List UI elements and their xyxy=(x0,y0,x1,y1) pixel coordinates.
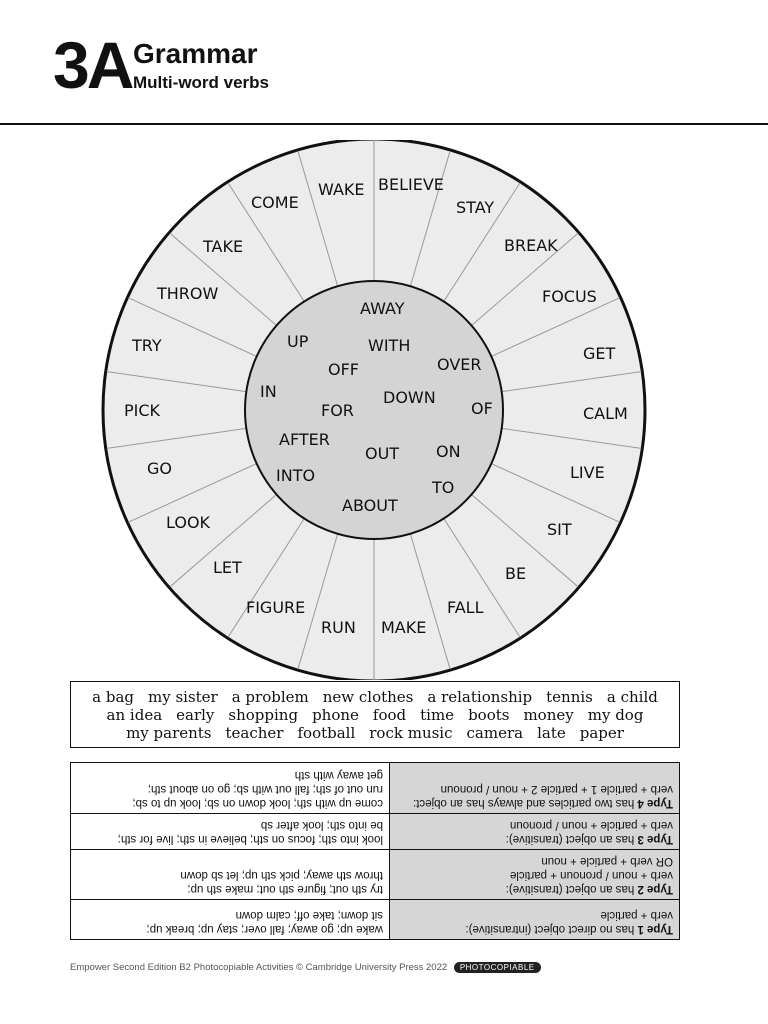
example-line: be into sth; look after sb xyxy=(260,819,383,831)
header-rule xyxy=(0,123,768,125)
word-line xyxy=(71,706,679,724)
outer-word: TRY xyxy=(132,336,162,355)
inner-word: DOWN xyxy=(383,388,436,407)
type-pattern: OR verb + particle + noun xyxy=(541,855,673,867)
inner-word: ON xyxy=(436,442,461,461)
type-label: Type 3 xyxy=(637,833,673,845)
inner-word: AFTER xyxy=(279,430,330,449)
outer-word: WAKE xyxy=(318,180,365,199)
example-line: get away with sth xyxy=(294,769,383,781)
outer-word: LET xyxy=(213,558,242,577)
word-item: a child xyxy=(606,688,658,706)
type-row xyxy=(71,849,679,899)
type-label: Type 2 xyxy=(637,883,673,895)
outer-word: RUN xyxy=(321,618,356,637)
footer xyxy=(70,962,541,973)
inner-word: AWAY xyxy=(360,299,405,318)
type-pattern: verb + noun / pronoun + particle xyxy=(509,869,673,881)
inner-word: OVER xyxy=(437,355,482,374)
word-item: money xyxy=(523,706,574,724)
word-item: football xyxy=(297,724,356,742)
outer-word: BE xyxy=(505,564,527,583)
inner-word: WITH xyxy=(368,336,411,355)
inner-word: IN xyxy=(260,382,277,401)
type-row xyxy=(71,763,679,813)
outer-word: BELIEVE xyxy=(378,175,444,194)
outer-word: THROW xyxy=(157,284,219,303)
type-pattern: verb + particle + noun / pronoun xyxy=(509,819,673,831)
outer-word: SIT xyxy=(547,520,572,539)
type-label: Type 4 xyxy=(637,797,673,809)
inner-word: UP xyxy=(287,332,309,351)
word-item: my parents xyxy=(126,724,212,742)
word-line xyxy=(71,688,679,706)
outer-word: BREAK xyxy=(504,236,558,255)
type-examples xyxy=(71,900,389,939)
inner-word: OF xyxy=(471,399,493,418)
type-text: has an object (transitive): xyxy=(505,833,635,845)
word-item: rock music xyxy=(369,724,453,742)
word-item: food xyxy=(372,706,407,724)
word-item: phone xyxy=(312,706,359,724)
outer-word: GO xyxy=(147,459,172,478)
copyright-text: Empower Second Edition B2 Photocopiable Activities © Cambridge University Press 2022 xyxy=(70,962,448,973)
word-item: camera xyxy=(466,724,524,742)
outer-word: STAY xyxy=(456,198,495,217)
type-description xyxy=(389,850,679,899)
word-item: paper xyxy=(579,724,624,742)
word-box xyxy=(70,681,680,748)
outer-word: LIVE xyxy=(570,463,605,482)
type-description xyxy=(389,763,679,813)
type-row xyxy=(71,813,679,849)
type-pattern: verb + particle xyxy=(600,909,673,921)
outer-word: FOCUS xyxy=(542,287,597,306)
outer-word: FIGURE xyxy=(246,598,306,617)
type-description xyxy=(389,900,679,939)
type-text: has no direct object (intransitive): xyxy=(465,923,635,935)
word-item: shopping xyxy=(228,706,299,724)
word-item: an idea xyxy=(106,706,163,724)
type-label: Type 1 xyxy=(637,923,673,935)
example-line: try sth out; figure sth out; make sth up; xyxy=(187,883,383,895)
outer-word: TAKE xyxy=(203,237,244,256)
unit-number: 3A xyxy=(53,28,132,102)
page-subtitle: Multi-word verbs xyxy=(133,73,270,92)
word-line xyxy=(71,724,679,742)
outer-word: FALL xyxy=(447,598,484,617)
word-item: late xyxy=(537,724,566,742)
example-line: look into sth; focus on sth; believe in sth; live for sth; xyxy=(117,833,383,845)
example-line: sit down; take off; calm down xyxy=(235,909,383,921)
word-item: boots xyxy=(468,706,510,724)
word-item: a problem xyxy=(231,688,309,706)
word-item: my dog xyxy=(587,706,644,724)
inner-word: OUT xyxy=(365,444,400,463)
example-line: wake up; go away; fall over; stay up; break up; xyxy=(146,923,383,935)
type-text: has two particles and always has an object: xyxy=(413,797,635,809)
type-examples xyxy=(71,814,389,849)
inner-word: FOR xyxy=(321,401,354,420)
example-line: come up with sth; look down on sb; look up to sb; xyxy=(132,797,383,809)
word-item: early xyxy=(176,706,215,724)
type-description xyxy=(389,814,679,849)
inner-word: TO xyxy=(432,478,455,497)
word-item: time xyxy=(420,706,455,724)
photocopiable-badge: PHOTOCOPIABLE xyxy=(454,962,541,973)
word-item: a relationship xyxy=(427,688,533,706)
page-title: Grammar xyxy=(133,38,258,69)
word-item: tennis xyxy=(546,688,593,706)
outer-word: GET xyxy=(583,344,616,363)
inner-word: ABOUT xyxy=(342,496,398,515)
word-item: my sister xyxy=(147,688,218,706)
outer-word: MAKE xyxy=(381,618,427,637)
outer-word: LOOK xyxy=(166,513,211,532)
outer-word: COME xyxy=(251,193,299,212)
word-item: new clothes xyxy=(322,688,414,706)
type-examples xyxy=(71,763,389,813)
outer-word: CALM xyxy=(583,404,628,423)
word-item: a bag xyxy=(92,688,134,706)
example-line: run out of sth; fall out with sb; go on about sth; xyxy=(147,783,383,795)
type-examples xyxy=(71,850,389,899)
example-line: throw sth away; pick sth up; let sb down xyxy=(180,869,383,881)
type-text: has an object (transitive): xyxy=(505,883,635,895)
inner-word: INTO xyxy=(276,466,316,485)
verb-particle-wheel xyxy=(0,140,768,680)
type-pattern: verb + particle 1 + particle 2 + noun / pronoun xyxy=(440,783,673,795)
type-row xyxy=(71,899,679,939)
outer-word: PICK xyxy=(124,401,161,420)
inner-word: OFF xyxy=(328,360,359,379)
verb-types-table xyxy=(70,762,680,940)
word-item: teacher xyxy=(225,724,284,742)
